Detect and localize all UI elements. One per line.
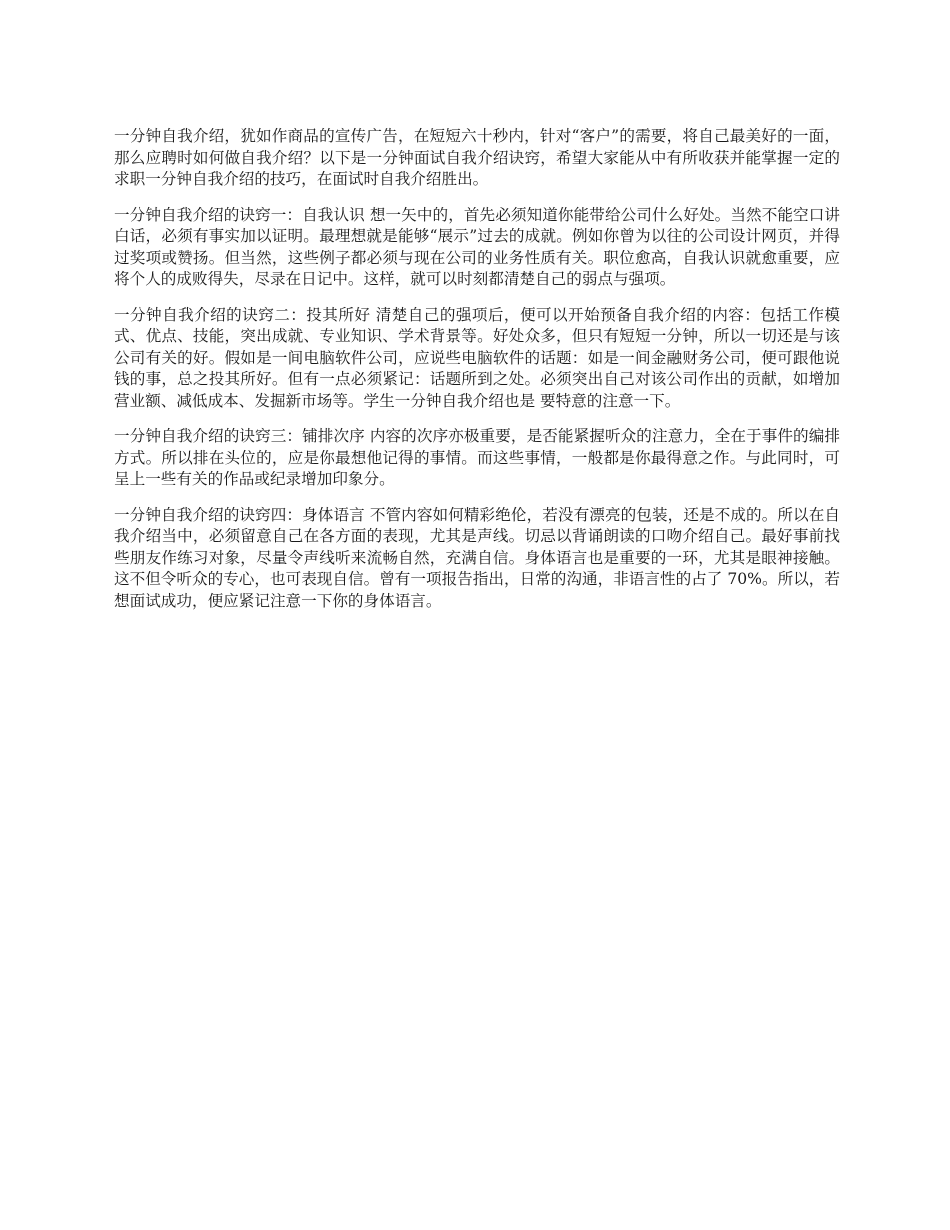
paragraph-intro: 一分钟自我介绍，犹如作商品的宣传广告，在短短六十秒内，针对“客户”的需要，将自己最美好的一面，那么应聘时如何做自我介绍？以下是一分钟面试自我介绍诀窍，希望大家能从中有所收获并能掌握一定的求职一分钟自我介绍的技巧，在面试时自我介绍胜出。	[114, 127, 840, 188]
paragraph-tip-two: 一分钟自我介绍的诀窍二：投其所好 清楚自己的强项后，便可以开始预备自我介绍的内容：包括工作模式、优点、技能，突出成就、专业知识、学术背景等。好处众多，但只有短短一分钟，所以一切还是与该公司有关的好。假如是一间电脑软件公司，应说些电脑软件的话题：如是一间金融财务公司，便可跟他说钱的事，总之投其所好。但有一点必须紧记：话题所到之处。必须突出自己对该公司作出的贡献，如增加营业额、减低成本、发掘新市场等。学生一分钟自我介绍也是 要特意的注意一下。	[114, 305, 840, 410]
document-body	[114, 126, 840, 612]
paragraph-tip-four: 一分钟自我介绍的诀窍四：身体语言 不管内容如何精彩绝伦，若没有漂亮的包装，还是不成的。所以在自我介绍当中，必须留意自己在各方面的表现，尤其是声线。切忌以背诵朗读的口吻介绍自己。最好事前找些朋友作练习对象，尽量令声线听来流畅自然，充满自信。身体语言也是重要的一环，尤其是眼神接触。这不但令听众的专心，也可表现自信。曾有一项报告指出，日常的沟通，非语言性的占了 70%。所以，若想面试成功，便应紧记注意一下你的身体语言。	[114, 505, 840, 610]
paragraph-tip-three: 一分钟自我介绍的诀窍三：铺排次序 内容的次序亦极重要，是否能紧握听众的注意力，全在于事件的编排方式。所以排在头位的，应是你最想他记得的事情。而这些事情，一般都是你最得意之作。与此同时，可呈上一些有关的作品或纪录增加印象分。	[114, 427, 840, 488]
paragraph-tip-one: 一分钟自我介绍的诀窍一：自我认识 想一矢中的，首先必须知道你能带给公司什么好处。当然不能空口讲白话，必须有事实加以证明。最理想就是能够“展示”过去的成就。例如你曾为以往的公司设计网页，并得过奖项或赞扬。但当然，这些例子都必须与现在公司的业务性质有关。职位愈高，自我认识就愈重要，应将个人的成败得失，尽录在日记中。这样，就可以时刻都清楚自己的弱点与强项。	[114, 205, 840, 288]
